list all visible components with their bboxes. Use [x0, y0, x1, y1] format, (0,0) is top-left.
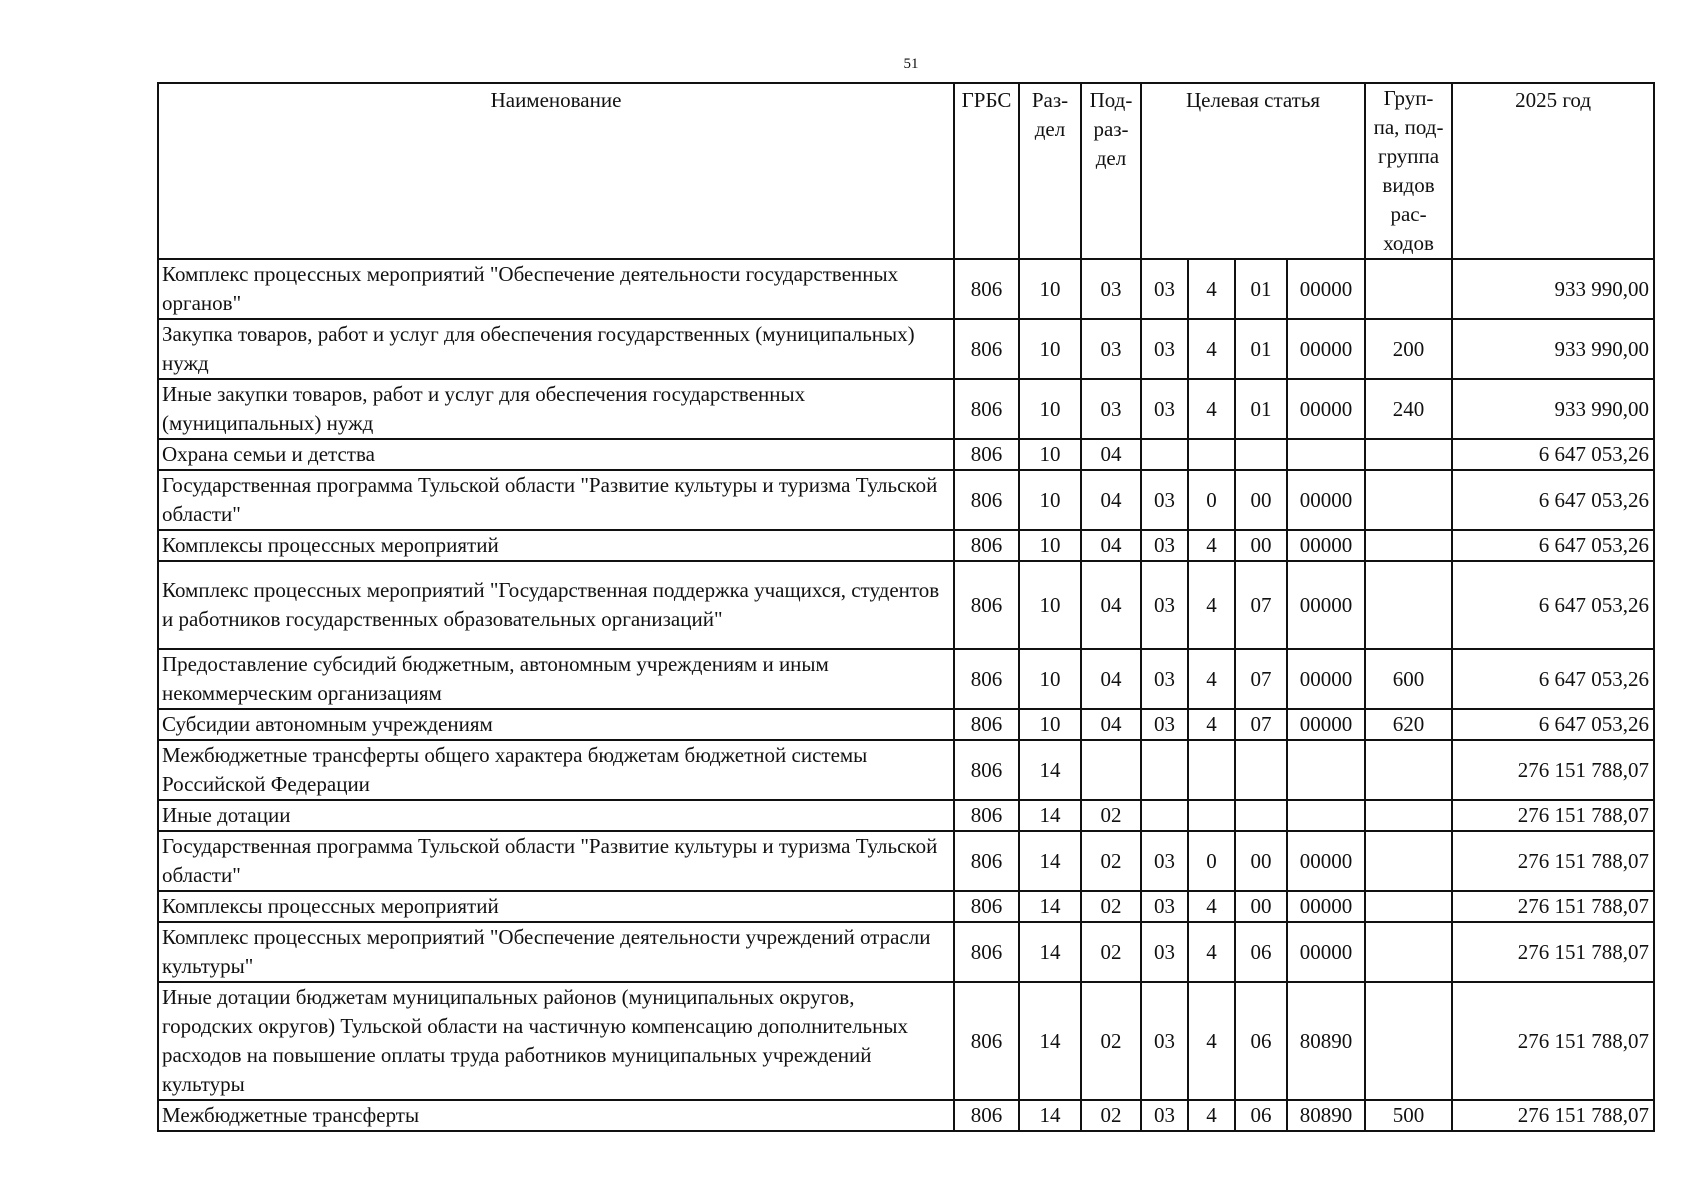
- row-grbs: 806: [954, 709, 1019, 740]
- row-grbs: 806: [954, 1100, 1019, 1131]
- row-amount: 6 647 053,26: [1452, 439, 1654, 470]
- row-target-type: 4: [1188, 319, 1235, 379]
- row-amount: 6 647 053,26: [1452, 649, 1654, 709]
- table-row: [158, 740, 1654, 800]
- row-podrazdel: [1081, 740, 1141, 800]
- row-podrazdel: 03: [1081, 379, 1141, 439]
- row-amount: 933 990,00: [1452, 259, 1654, 319]
- row-razdel: 10: [1019, 709, 1081, 740]
- row-razdel: 10: [1019, 379, 1081, 439]
- row-target-program: [1141, 740, 1188, 800]
- row-expense-type: [1365, 439, 1452, 470]
- row-target-direction: [1287, 439, 1365, 470]
- row-target-type: [1188, 439, 1235, 470]
- table-body: [158, 259, 1654, 1131]
- row-expense-type: [1365, 470, 1452, 530]
- row-target-type: 0: [1188, 470, 1235, 530]
- row-razdel: 14: [1019, 982, 1081, 1100]
- row-expense-type: [1365, 800, 1452, 831]
- row-razdel: 14: [1019, 740, 1081, 800]
- row-target-type: 4: [1188, 561, 1235, 649]
- row-name: Межбюджетные трансферты общего характера бюджетам бюджетной системы Российской Федерации: [158, 740, 954, 800]
- row-target-direction: 00000: [1287, 530, 1365, 561]
- row-target-type: [1188, 740, 1235, 800]
- row-target-direction: 80890: [1287, 982, 1365, 1100]
- row-expense-type: [1365, 831, 1452, 891]
- row-amount: 6 647 053,26: [1452, 470, 1654, 530]
- row-target-subprogram: 00: [1235, 831, 1287, 891]
- row-grbs: 806: [954, 319, 1019, 379]
- row-razdel: 10: [1019, 319, 1081, 379]
- page-number: 51: [903, 56, 919, 72]
- header-year: 2025 год: [1452, 83, 1654, 259]
- row-target-program: 03: [1141, 649, 1188, 709]
- row-grbs: 806: [954, 831, 1019, 891]
- table-row: [158, 1100, 1654, 1131]
- row-podrazdel: 04: [1081, 439, 1141, 470]
- table-row: [158, 649, 1654, 709]
- row-grbs: 806: [954, 740, 1019, 800]
- row-podrazdel: 03: [1081, 319, 1141, 379]
- table-row: [158, 530, 1654, 561]
- row-target-direction: 00000: [1287, 259, 1365, 319]
- header-name: Наименование: [158, 83, 954, 259]
- row-target-subprogram: 06: [1235, 982, 1287, 1100]
- row-amount: 933 990,00: [1452, 379, 1654, 439]
- row-target-direction: [1287, 800, 1365, 831]
- row-grbs: 806: [954, 800, 1019, 831]
- row-razdel: 14: [1019, 800, 1081, 831]
- row-podrazdel: 02: [1081, 831, 1141, 891]
- table-row: [158, 922, 1654, 982]
- row-expense-type: [1365, 922, 1452, 982]
- row-target-type: 4: [1188, 982, 1235, 1100]
- header-target-article: Целевая статья: [1141, 83, 1365, 259]
- row-name: Комплекс процессных мероприятий "Обеспечение деятельности государственных органов": [158, 259, 954, 319]
- row-grbs: 806: [954, 439, 1019, 470]
- row-amount: 276 151 788,07: [1452, 800, 1654, 831]
- row-target-program: 03: [1141, 259, 1188, 319]
- row-expense-type: [1365, 982, 1452, 1100]
- row-target-direction: 80890: [1287, 1100, 1365, 1131]
- row-target-direction: 00000: [1287, 709, 1365, 740]
- row-target-direction: 00000: [1287, 470, 1365, 530]
- row-target-type: 4: [1188, 379, 1235, 439]
- row-razdel: 14: [1019, 831, 1081, 891]
- row-expense-type: [1365, 740, 1452, 800]
- row-target-program: 03: [1141, 319, 1188, 379]
- row-target-direction: 00000: [1287, 831, 1365, 891]
- row-grbs: 806: [954, 379, 1019, 439]
- row-razdel: 14: [1019, 1100, 1081, 1131]
- header-grbs: ГРБС: [954, 83, 1019, 259]
- row-grbs: 806: [954, 649, 1019, 709]
- row-expense-type: [1365, 891, 1452, 922]
- row-podrazdel: 04: [1081, 470, 1141, 530]
- row-target-direction: [1287, 740, 1365, 800]
- row-amount: 276 151 788,07: [1452, 831, 1654, 891]
- row-target-type: 0: [1188, 831, 1235, 891]
- row-name: Комплекс процессных мероприятий "Обеспечение деятельности учреждений отрасли культуры": [158, 922, 954, 982]
- budget-table: [157, 82, 1655, 1132]
- row-target-program: 03: [1141, 470, 1188, 530]
- row-target-type: 4: [1188, 709, 1235, 740]
- row-target-subprogram: [1235, 439, 1287, 470]
- row-target-direction: 00000: [1287, 379, 1365, 439]
- table-row: [158, 319, 1654, 379]
- row-expense-type: 200: [1365, 319, 1452, 379]
- header-podrazdel: Под- раз- дел: [1081, 83, 1141, 259]
- row-target-subprogram: [1235, 800, 1287, 831]
- row-target-program: 03: [1141, 1100, 1188, 1131]
- row-grbs: 806: [954, 561, 1019, 649]
- row-target-program: 03: [1141, 379, 1188, 439]
- table-header-row: [158, 83, 1654, 259]
- row-target-type: 4: [1188, 891, 1235, 922]
- row-amount: 276 151 788,07: [1452, 891, 1654, 922]
- row-target-program: [1141, 439, 1188, 470]
- row-target-type: [1188, 800, 1235, 831]
- row-podrazdel: 02: [1081, 800, 1141, 831]
- row-name: Субсидии автономным учреждениям: [158, 709, 954, 740]
- row-target-program: 03: [1141, 922, 1188, 982]
- row-grbs: 806: [954, 259, 1019, 319]
- row-target-subprogram: 07: [1235, 709, 1287, 740]
- table-row: [158, 561, 1654, 649]
- row-amount: 6 647 053,26: [1452, 561, 1654, 649]
- row-target-direction: 00000: [1287, 561, 1365, 649]
- row-expense-type: [1365, 530, 1452, 561]
- row-target-direction: 00000: [1287, 922, 1365, 982]
- row-target-subprogram: 06: [1235, 1100, 1287, 1131]
- row-grbs: 806: [954, 982, 1019, 1100]
- header-expense-type-group: Груп- па, под- группа видов рас- ходов: [1365, 83, 1452, 259]
- row-podrazdel: 02: [1081, 1100, 1141, 1131]
- table-row: [158, 709, 1654, 740]
- row-razdel: 14: [1019, 922, 1081, 982]
- row-target-program: 03: [1141, 831, 1188, 891]
- row-target-subprogram: 06: [1235, 922, 1287, 982]
- row-grbs: 806: [954, 530, 1019, 561]
- row-name: Комплексы процессных мероприятий: [158, 530, 954, 561]
- row-amount: 6 647 053,26: [1452, 530, 1654, 561]
- row-target-subprogram: 00: [1235, 530, 1287, 561]
- row-target-subprogram: 01: [1235, 379, 1287, 439]
- row-name: Охрана семьи и детства: [158, 439, 954, 470]
- table-row: [158, 470, 1654, 530]
- row-podrazdel: 04: [1081, 530, 1141, 561]
- row-target-program: [1141, 800, 1188, 831]
- row-target-program: 03: [1141, 982, 1188, 1100]
- row-razdel: 10: [1019, 561, 1081, 649]
- row-amount: 276 151 788,07: [1452, 740, 1654, 800]
- row-amount: 6 647 053,26: [1452, 709, 1654, 740]
- row-expense-type: 500: [1365, 1100, 1452, 1131]
- row-target-program: 03: [1141, 709, 1188, 740]
- row-target-subprogram: 00: [1235, 470, 1287, 530]
- header-razdel: Раз- дел: [1019, 83, 1081, 259]
- row-razdel: 10: [1019, 470, 1081, 530]
- row-target-program: 03: [1141, 891, 1188, 922]
- row-amount: 933 990,00: [1452, 319, 1654, 379]
- table-row: [158, 891, 1654, 922]
- row-target-direction: 00000: [1287, 319, 1365, 379]
- row-razdel: 10: [1019, 439, 1081, 470]
- row-razdel: 10: [1019, 259, 1081, 319]
- row-target-type: 4: [1188, 1100, 1235, 1131]
- row-razdel: 10: [1019, 530, 1081, 561]
- row-target-program: 03: [1141, 561, 1188, 649]
- row-grbs: 806: [954, 470, 1019, 530]
- row-grbs: 806: [954, 922, 1019, 982]
- table-row: [158, 259, 1654, 319]
- row-name: Государственная программа Тульской области "Развитие культуры и туризма Тульской области": [158, 470, 954, 530]
- row-amount: 276 151 788,07: [1452, 982, 1654, 1100]
- row-target-subprogram: 07: [1235, 649, 1287, 709]
- row-podrazdel: 02: [1081, 891, 1141, 922]
- row-target-program: 03: [1141, 530, 1188, 561]
- row-name: Закупка товаров, работ и услуг для обеспечения государственных (муниципальных) нужд: [158, 319, 954, 379]
- row-target-subprogram: 01: [1235, 259, 1287, 319]
- row-podrazdel: 02: [1081, 922, 1141, 982]
- row-podrazdel: 03: [1081, 259, 1141, 319]
- row-target-subprogram: 00: [1235, 891, 1287, 922]
- table-row: [158, 831, 1654, 891]
- row-target-subprogram: 01: [1235, 319, 1287, 379]
- row-amount: 276 151 788,07: [1452, 1100, 1654, 1131]
- row-target-type: 4: [1188, 922, 1235, 982]
- row-target-subprogram: [1235, 740, 1287, 800]
- row-podrazdel: 04: [1081, 649, 1141, 709]
- row-target-type: 4: [1188, 649, 1235, 709]
- row-amount: 276 151 788,07: [1452, 922, 1654, 982]
- table-row: [158, 439, 1654, 470]
- row-target-direction: 00000: [1287, 649, 1365, 709]
- row-target-direction: 00000: [1287, 891, 1365, 922]
- row-expense-type: [1365, 259, 1452, 319]
- row-expense-type: 620: [1365, 709, 1452, 740]
- row-razdel: 14: [1019, 891, 1081, 922]
- row-name: Межбюджетные трансферты: [158, 1100, 954, 1131]
- table-row: [158, 379, 1654, 439]
- row-grbs: 806: [954, 891, 1019, 922]
- row-name: Комплексы процессных мероприятий: [158, 891, 954, 922]
- row-podrazdel: 04: [1081, 561, 1141, 649]
- row-target-type: 4: [1188, 530, 1235, 561]
- row-podrazdel: 04: [1081, 709, 1141, 740]
- row-name: Предоставление субсидий бюджетным, автономным учреждениям и иным некоммерческим организациям: [158, 649, 954, 709]
- row-name: Иные дотации: [158, 800, 954, 831]
- row-podrazdel: 02: [1081, 982, 1141, 1100]
- row-expense-type: [1365, 561, 1452, 649]
- row-name: Комплекс процессных мероприятий "Государственная поддержка учащихся, студентов и работников государственных образовательных организаций": [158, 561, 954, 649]
- table-row: [158, 800, 1654, 831]
- table-row: [158, 982, 1654, 1100]
- row-target-type: 4: [1188, 259, 1235, 319]
- row-expense-type: 600: [1365, 649, 1452, 709]
- row-target-subprogram: 07: [1235, 561, 1287, 649]
- row-name: Иные закупки товаров, работ и услуг для обеспечения государственных (муниципальных) нужд: [158, 379, 954, 439]
- row-name: Иные дотации бюджетам муниципальных районов (муниципальных округов, городских округов) Тульской области на частичную компенсацию дополнительных расходов на повышение оплаты труда работников муниципальных учреждений культуры: [158, 982, 954, 1100]
- row-name: Государственная программа Тульской области "Развитие культуры и туризма Тульской области": [158, 831, 954, 891]
- row-expense-type: 240: [1365, 379, 1452, 439]
- row-razdel: 10: [1019, 649, 1081, 709]
